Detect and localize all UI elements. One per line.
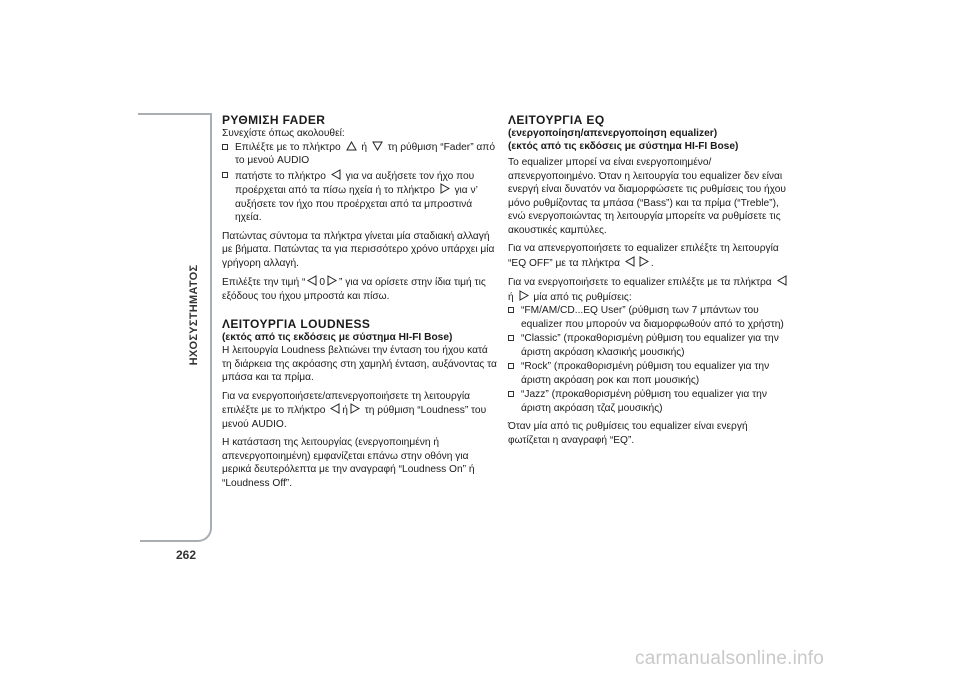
- eq-settings-list: [508, 304, 790, 415]
- section-tab: [186, 250, 202, 380]
- fader-title: ΡΥΘΜΙΣΗ FADER: [222, 113, 326, 127]
- list-item: “Classic” (προκαθορισμένη ρύθμιση του equalizer για την άριστη ακρόαση κλασικής μουσικής): [508, 332, 790, 359]
- eq-paragraph-1: Το equalizer μπορεί να είναι ενεργοποιημένο/απενεργοποιημένο. Όταν η λειτουργία του equalizer δεν είναι ενεργή είναι δυνατόν να διαμορφώσετε τις ρυθμίσεις του ήχου μόνο ρυθμίζοντας τα μπάσα (“Bass”) και τα πρίμα (“Treble”), ενώ ενεργοποιώντας τη λειτουργία μπορείτε να ρυθμίσετε τις ακουστικές καμπύλες.: [508, 157, 786, 236]
- checkbox-bullet-icon: [508, 363, 514, 369]
- right-arrow-icon: [327, 275, 337, 286]
- loudness-title: ΛΕΙΤΟΥΡΓΙΑ LOUDNESS: [222, 317, 371, 331]
- right-arrow-icon: [350, 403, 360, 414]
- list-item: “FM/AM/CD...EQ User” (ρύθμιση των 7 μπάντων του equalizer που μπορούν να διαμορφωθούν από το χρήστη): [508, 304, 790, 331]
- fader-intro: Συνεχίστε όπως ακολουθεί:: [222, 128, 345, 139]
- left-arrow-icon: [307, 275, 317, 286]
- right-column: [508, 113, 790, 452]
- fader-steps: [222, 141, 498, 225]
- fader-paragraph-1: Πατώντας σύντομα τα πλήκτρα γίνεται μία σταδιακή αλλαγή με βήματα. Πατώντας τα για περισσότερο χρόνο υπάρχει μία γρήγορη αλλαγή.: [222, 230, 495, 269]
- right-arrow-icon: [639, 256, 649, 267]
- up-arrow-icon: [346, 141, 357, 151]
- checkbox-bullet-icon: [222, 172, 228, 178]
- loudness-subtitle: (εκτός από τις εκδόσεις με σύστημα HI-FI Bose): [222, 332, 453, 343]
- left-arrow-icon: [331, 169, 341, 180]
- eq-title: ΛΕΙΤΟΥΡΓΙΑ EQ: [508, 113, 605, 127]
- checkbox-bullet-icon: [508, 307, 514, 313]
- left-arrow-icon: [625, 256, 635, 267]
- list-item: “Rock” (προκαθορισμένη ρύθμιση του equalizer για την άριστη ακρόαση ροκ και ποπ μουσικής): [508, 360, 790, 387]
- eq-subtitle-2: (εκτός από τις εκδόσεις με σύστημα HI-FI Bose): [508, 141, 739, 152]
- fader-step-1: Επιλέξτε με το πλήκτρο ή τη ρύθμιση “Fader” από το μενού AUDIO: [222, 141, 498, 168]
- eq-subtitle-1: (ενεργοποίηση/απενεργοποίηση equalizer): [508, 128, 718, 139]
- loudness-paragraph-3: Η κατάσταση της λειτουργίας (ενεργοποιημένη ή απενεργοποιημένη) εμφανίζεται επάνω στην οθόνη για μερικά δευτερόλεπτα με την αναγραφή “Loudness On” ή “Loudness Off”.: [222, 437, 475, 489]
- page-number: 262: [176, 548, 197, 562]
- eq-paragraph-2: Για να απενεργοποιήσετε το equalizer επιλέξτε τη λειτουργία “EQ OFF” με τα πλήκτρα .: [508, 243, 779, 269]
- loudness-paragraph-1: Η λειτουργία Loudness βελτιώνει την ένταση του ήχου κατά τη διάρκεια της ακρόασης στη χαμηλή ένταση, αυξάνοντας τα μπάσα και τα πρίμα.: [222, 345, 497, 383]
- down-arrow-icon: [372, 141, 383, 151]
- right-arrow-icon: [440, 183, 450, 194]
- left-arrow-icon: [777, 275, 787, 286]
- right-arrow-icon: [519, 290, 529, 301]
- list-item: “Jazz” (προκαθορισμένη ρύθμιση του equalizer για την άριστη ακρόαση τζαζ μουσικής): [508, 388, 790, 415]
- eq-paragraph-4: Όταν μία από τις ρυθμίσεις του equalizer είναι ενεργή φωτίζεται η αναγραφή “EQ”.: [508, 421, 748, 446]
- fader-step-2: πατήστε το πλήκτρο για να αυξήσετε τον ήχο που προέρχεται από τα πίσω ηχεία ή το πλήκτρο για ν’ αυξήσετε τον ήχο που προέρχεται από τα μπροστινά ηχεία.: [222, 169, 498, 225]
- loudness-paragraph-2: Για να ενεργοποιήσετε/απενεργοποιήσετε τη λειτουργία επιλέξτε με το πλήκτρο ή τη ρύθμιση “Loudness” του μενού AUDIO.: [222, 390, 487, 430]
- left-column: [222, 113, 498, 495]
- section-label: ΗΧΟΣΥΣΤΗΜΑΤΟΣ: [188, 264, 200, 366]
- eq-paragraph-3: Για να ενεργοποιήσετε το equalizer επιλέξτε με τα πλήκτρα ή μία από τις ρυθμίσεις:: [508, 275, 790, 304]
- watermark: carmanualsonline.info: [635, 648, 825, 669]
- checkbox-bullet-icon: [508, 335, 514, 341]
- left-arrow-icon: [330, 403, 340, 414]
- checkbox-bullet-icon: [222, 144, 228, 150]
- checkbox-bullet-icon: [508, 391, 514, 397]
- fader-paragraph-2: Επιλέξτε την τιμή “ 0 ” για να ορίσετε στην ίδια τιμή τις εξόδους του ήχου μπροστά και πίσω.: [222, 277, 486, 302]
